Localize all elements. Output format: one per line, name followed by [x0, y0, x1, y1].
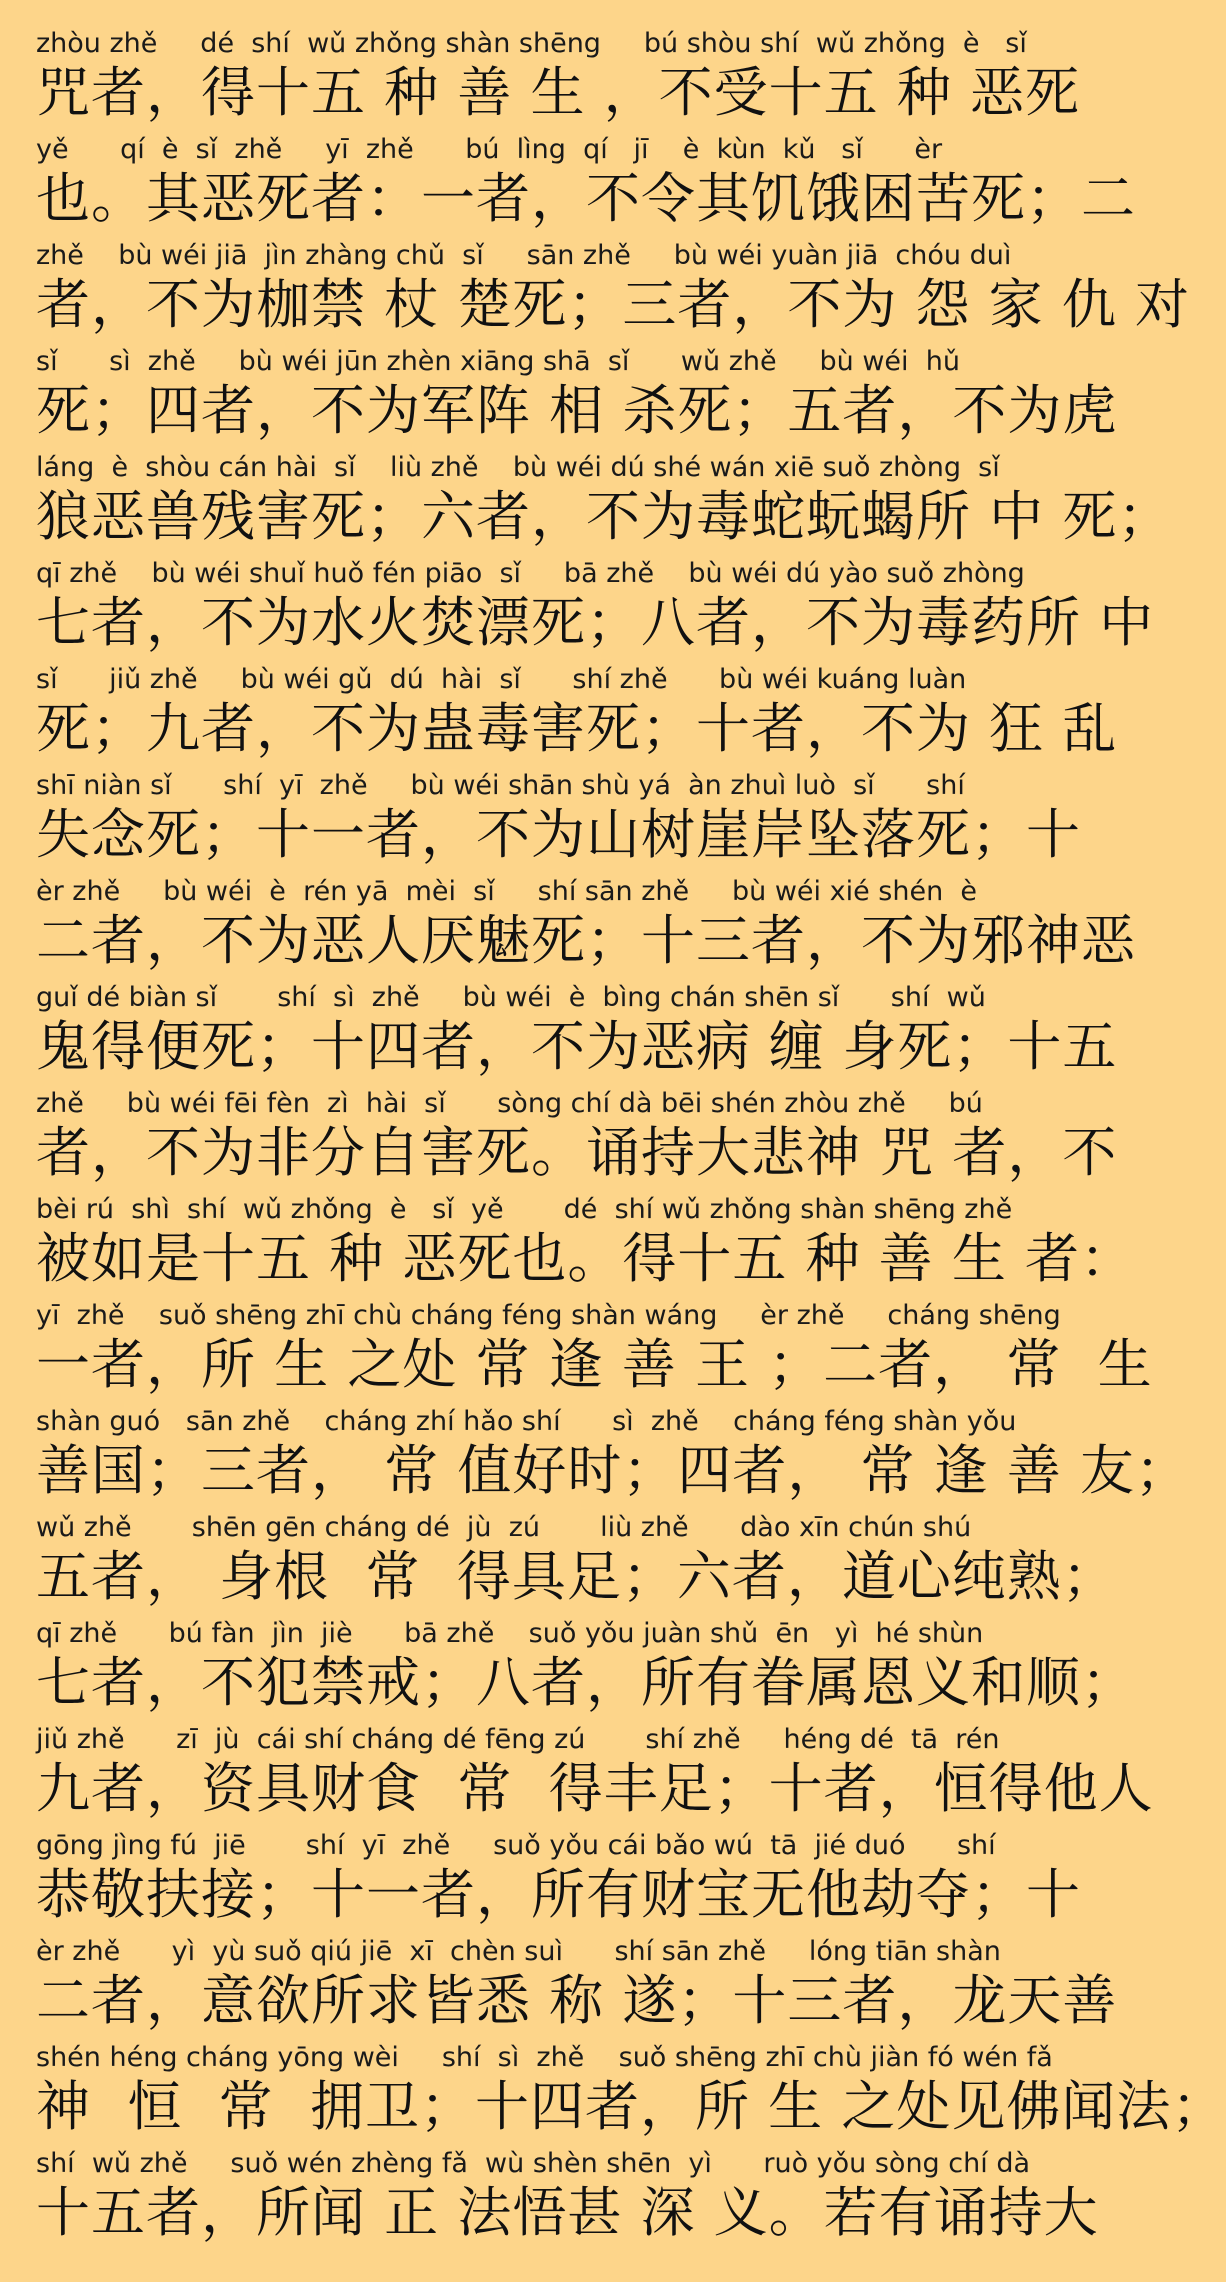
verse-line [36, 872, 1136, 978]
verse-line [36, 766, 1081, 872]
chinese-text: 者，不为非分自害死。诵持大悲神 咒 者，不 [36, 1121, 1118, 1184]
chinese-text: 二者，不为恶人厌魅死；十三者，不为邪神恶 [36, 909, 1136, 972]
verse-line [36, 554, 1155, 660]
chinese-text: 七者，不为水火焚漂死；八者，不为毒药所 中 [36, 591, 1155, 654]
pinyin-annotation: sǐ sì zhě bù wéi jūn zhèn xiāng shā sǐ wǔ zhě bù wéi hǔ [36, 346, 960, 377]
pinyin-annotation: yě qí è sǐ zhě yī zhě bú lìng qí jī è kùn kǔ sǐ èr [36, 134, 943, 165]
pinyin-annotation: wǔ zhě shēn gēn cháng dé jù zú liù zhě dào xīn chún shú [36, 1512, 972, 1543]
pinyin-annotation: láng è shòu cán hài sǐ liù zhě bù wéi dú shé wán xiē suǒ zhòng sǐ [36, 452, 1000, 483]
verse-line [36, 1508, 1117, 1614]
verse-line [36, 1826, 1081, 1932]
pinyin-annotation: shī niàn sǐ shí yī zhě bù wéi shān shù yá àn zhuì luò sǐ shí [36, 770, 965, 801]
pinyin-annotation: zhòu zhě dé shí wǔ zhǒng shàn shēng bú shòu shí wǔ zhǒng è sǐ [36, 28, 1027, 59]
verse-line [36, 1720, 1154, 1826]
chinese-text: 一者，所 生 之处 常 逢 善 王 ；二者， 常 生 [36, 1333, 1153, 1396]
chinese-text: 被如是十五 种 恶死也。得十五 种 善 生 者： [36, 1227, 1135, 1290]
pinyin-annotation: èr zhě yì yù suǒ qiú jiē xī chèn suì shí sān zhě lóng tiān shàn [36, 1936, 1001, 1967]
chinese-text: 恭敬扶接；十一者，所有财宝无他劫夺；十 [36, 1863, 1081, 1926]
chinese-text: 十五者，所闻 正 法悟甚 深 义。若有诵持大 [36, 2181, 1099, 2244]
pinyin-annotation: bèi rú shì shí wǔ zhǒng è sǐ yě dé shí wǔ zhǒng shàn shēng zhě [36, 1194, 1013, 1225]
verse-line [36, 236, 1190, 342]
chinese-text: 七者，不犯禁戒；八者，所有眷属恩义和顺； [36, 1651, 1136, 1714]
pinyin-annotation: gōng jìng fú jiē shí yī zhě suǒ yǒu cái bǎo wú tā jié duó shí [36, 1830, 996, 1861]
chinese-text: 五者， 身根 常 得具足；六者，道心纯熟； [36, 1545, 1117, 1608]
chinese-text: 也。其恶死者：一者，不令其饥饿困苦死；二 [36, 167, 1136, 230]
verse-line [36, 342, 1118, 448]
verse-line [36, 2038, 1226, 2144]
pinyin-annotation: shén héng cháng yōng wèi shí sì zhě suǒ shēng zhī chù jiàn fó wén fǎ [36, 2042, 1053, 2073]
chinese-text: 神 恒 常 拥卫；十四者，所 生 之处见佛闻法； [36, 2075, 1226, 2138]
pinyin-annotation: yī zhě suǒ shēng zhī chù cháng féng shàn wáng èr zhě cháng shēng [36, 1300, 1061, 1331]
chinese-text: 鬼得便死；十四者，不为恶病 缠 身死；十五 [36, 1015, 1118, 1078]
pinyin-annotation: jiǔ zhě zī jù cái shí cháng dé fēng zú shí zhě héng dé tā rén [36, 1724, 1000, 1755]
pinyin-annotation: shí wǔ zhě suǒ wén zhèng fǎ wù shèn shēn yì ruò yǒu sòng chí dà [36, 2148, 1031, 2179]
chinese-text: 善国；三者， 常 值好时；四者， 常 逢 善 友； [36, 1439, 1190, 1502]
verse-line [36, 24, 1080, 130]
chinese-text: 死；四者，不为军阵 相 杀死；五者，不为虎 [36, 379, 1118, 442]
pinyin-annotation: sǐ jiǔ zhě bù wéi gǔ dú hài sǐ shí zhě bù wéi kuáng luàn [36, 664, 967, 695]
chinese-text: 死；九者，不为蛊毒害死；十者，不为 狂 乱 [36, 697, 1118, 760]
verse-line [36, 1084, 1118, 1190]
pinyin-annotation: zhě bù wéi fēi fèn zì hài sǐ sòng chí dà bēi shén zhòu zhě bú [36, 1088, 983, 1119]
verse-line [36, 1402, 1190, 1508]
verse-line [36, 1932, 1118, 2038]
verse-line [36, 1296, 1153, 1402]
pinyin-annotation: guǐ dé biàn sǐ shí sì zhě bù wéi è bìng chán shēn sǐ shí wǔ [36, 982, 986, 1013]
chinese-text: 失念死；十一者，不为山树崖岸坠落死；十 [36, 803, 1081, 866]
verse-line [36, 2144, 1099, 2250]
chinese-text: 九者，资具财食 常 得丰足；十者，恒得他人 [36, 1757, 1154, 1820]
verse-line [36, 660, 1118, 766]
verse-line [36, 1614, 1136, 1720]
verse-line [36, 448, 1173, 554]
pinyin-annotation: èr zhě bù wéi è rén yā mèi sǐ shí sān zhě bù wéi xié shén è [36, 876, 977, 907]
verse-line [36, 1190, 1135, 1296]
chinese-text: 者，不为枷禁 杖 楚死；三者，不为 怨 家 仇 对 [36, 273, 1190, 336]
chinese-text: 二者，意欲所求皆悉 称 遂；十三者，龙天善 [36, 1969, 1118, 2032]
chinese-text: 咒者，得十五 种 善 生 ，不受十五 种 恶死 [36, 61, 1080, 124]
pinyin-annotation: shàn guó sān zhě cháng zhí hǎo shí sì zhě cháng féng shàn yǒu [36, 1406, 1017, 1437]
chinese-text: 狼恶兽残害死；六者，不为毒蛇蚖蝎所 中 死； [36, 485, 1173, 548]
pinyin-annotation: qī zhě bú fàn jìn jiè bā zhě suǒ yǒu juàn shǔ ēn yì hé shùn [36, 1618, 984, 1649]
verse-line [36, 978, 1118, 1084]
verse-line [36, 130, 1136, 236]
pinyin-annotation: zhě bù wéi jiā jìn zhàng chǔ sǐ sān zhě bù wéi yuàn jiā chóu duì [36, 240, 1012, 271]
pinyin-annotation: qī zhě bù wéi shuǐ huǒ fén piāo sǐ bā zhě bù wéi dú yào suǒ zhòng [36, 558, 1025, 589]
